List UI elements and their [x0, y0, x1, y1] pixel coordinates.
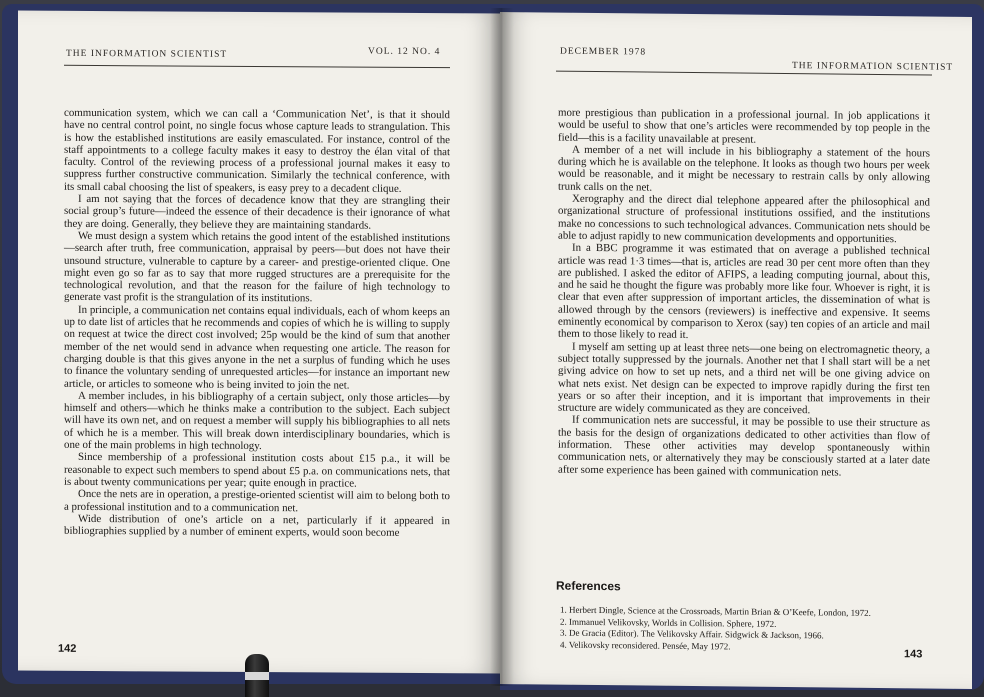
paragraph: Since membership of a professional institution costs about £15 p.a., it will be reasonable to expect such members to spend about £5 p.a. on communications nets, that is about twenty communications per year; quite enough in practice.: [64, 451, 450, 490]
reference-item: 2. Immanuel Velikovsky, Worlds in Collision. Sphere, 1972.: [560, 616, 777, 629]
paragraph: I am not saying that the forces of decadence know that they are strangling their social group’s future—indeed the essence of their decadence is their ignorance of what they are doing. Generally, they believe they are maintaining standards.: [64, 192, 450, 232]
header-rule: [64, 65, 450, 68]
left-page: [18, 11, 500, 674]
page-number: 143: [904, 648, 923, 661]
paragraph: If communication nets are successful, it may be possible to use their structure as the basis for the design of organizations dedicated to other activities than flow of information. These other activities may develop spontaneously within communication nets, or alternatively they may be consciously started at a later date after some experience has been gained with communication nets.: [558, 414, 930, 479]
paragraph: communication system, which we can call a ‘Communication Net’, is that it should have no central control point, no single focus whose capture leads to strangulation. This is how the established institutions are easily emasculated. For instance, control of the staff appointments to a college faculty makes it easy to destroy the élan vital of that faculty. Control of the reviewing process of a professional journal makes it easy to suppress further constructive communication. Similarly the technical conference, with its small cabal choosing the list of speakers, is easy prey to a decadent clique.: [64, 106, 450, 195]
right-page-body: [558, 107, 930, 480]
paragraph: Wide distribution of one’s article on a net, particularly if it appeared in bibliographies supplied by a number of eminent experts, would soon become: [64, 512, 450, 539]
paragraph: A member includes, in his bibliography of a certain subject, only those articles—by himself and others—which he thinks make a contribution to the subject. Each subject will have its own net, and on request a member will supply his bibliographies to all nets of which he is a member. This will break down interdisciplinary boundaries, which is one of the main problems in high technology.: [64, 389, 450, 453]
paragraph: Once the nets are in operation, a prestige-oriented scientist will aim to belong both to a professional institution and to a communication net.: [64, 488, 450, 514]
paragraph: I myself am setting up at least three nets—one being on electromagnetic theory, a subject totally suppressed by the journals. Another net that I shall start will be a net giving advice on how to set up nets, and a third net will be one giving advice on what nets exist. Net design can be expected to improve rapidly during the first ten years or so after their inception, and it is important that improvements in their structure are widely communicated as they are conceived.: [558, 340, 930, 417]
running-head-volume: VOL. 12 NO. 4: [368, 46, 441, 58]
paragraph: Xerography and the direct dial telephone appeared after the philosophical and organizational structure of professional institutions ossified, and the institutions make no concessions to such technological advances. Communication nets should be able to adjust rapidly to new communication developments and opportunities.: [558, 192, 930, 246]
reference-item: 3. De Gracia (Editor). The Velikovsky Affair. Sidgwick & Jackson, 1966.: [560, 627, 824, 641]
right-page: [500, 12, 972, 689]
left-page-body: [64, 107, 450, 540]
page-number: 142: [58, 642, 77, 655]
reference-item: 1. Herbert Dingle, Science at the Crossroads, Martin Brian & O’Keefe, London, 1972.: [560, 604, 871, 618]
reference-item: 4. Velikovsky reconsidered. Pensée, May 1972.: [560, 639, 731, 652]
running-head-journal: THE INFORMATION SCIENTIST: [66, 48, 228, 60]
running-head-journal: THE INFORMATION SCIENTIST: [792, 61, 954, 73]
paragraph: A member of a net will include in his bibliography a statement of the hours during which he is available on the telephone. It looks as though two hours per week would be reasonable, and it might be necessary to restrain calls by only allowing trunk calls on the net.: [558, 143, 930, 194]
paragraph: more prestigious than publication in a professional journal. In job applications it would be useful to show that one’s articles were recommended by top people in the field—this is a facility unavailable at present.: [558, 106, 930, 146]
references-list: [560, 605, 871, 655]
references-heading: References: [556, 578, 621, 594]
running-head-date: DECEMBER 1978: [560, 46, 647, 58]
paragraph: We must design a system which retains the good intent of the established institutions—search after truth, free communication, appraisal by peers—but does not have their unsound structure, vulnerable to capture by a career- and prestige-oriented clique. One might even go so far as to say that more rugged structures are a prerequisite for the technological revolution, and that the reason for the failure of high technology to generate vast profit is the strangulation of its institutions.: [64, 229, 450, 305]
paragraph: In principle, a communication net contains equal individuals, each of whom keeps an up to date list of articles that he recommends and copies of which he is willing to supply on request at twice the direct cost involved; 25p would be the kind of sum that another member of the net would send in advance when requesting one article. The reason for charging double is that this gives anyone in the net a surplus of funding which he uses to finance the voluntary sending of unrequested articles—for instance an important new article, or articles to someone who is being invited to join the net.: [64, 303, 450, 392]
paragraph: In a BBC programme it was estimated that on average a published technical article was read 1·3 times—that is, articles are read 30 per cent more often than they are published. I asked the editor of AFIPS, a leading computing journal, about this, and he said he thought the figure was probably more like four. Whoever is right, it is clear that even after suppression of important articles, the dissemination of what is allowed through by the censors (reviewers) is ineffective and expensive. It seems eminently economical by comparison to Xerox (say) ten copies of an article and mail them to those likely to read it.: [558, 242, 930, 342]
pen-band: [245, 672, 269, 680]
